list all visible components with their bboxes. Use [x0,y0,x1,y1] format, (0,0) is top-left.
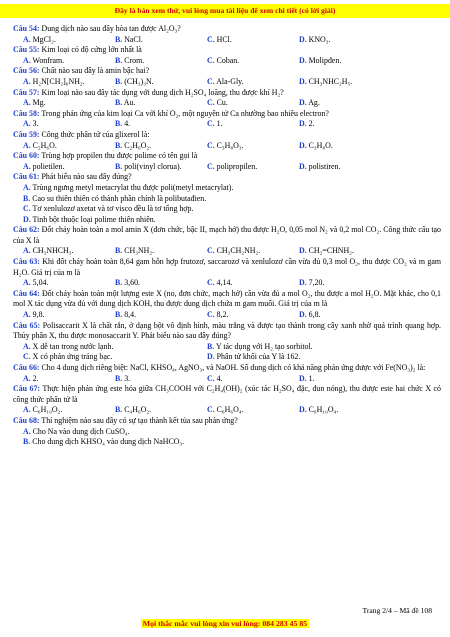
option-a: A. C₂H₆O. [23,140,57,150]
option-a: A. H₂N[CH₂]₆NH₂. [23,76,85,86]
question-text: Đốt cháy hoàn toàn a mol amin X (đơn chức, bậc II, mạch hở) thu được H₂O, 0,05 mol N₂ và 0,2 mol CO₂. Công thức cấu tạo của X là [13,225,441,245]
question-number: Câu 65: [13,320,41,330]
exam-page [13,24,441,448]
option-c: C. 1. [207,119,223,129]
question-text: Dung dịch nào sau đây hòa tan được Al₂O₃? [41,24,181,33]
question-54 [13,24,441,45]
option-b: B. C₂H₆O₂. [115,140,152,150]
question-60 [13,151,441,172]
question-number: Câu 58: [13,108,40,118]
option-a: A. Mg. [23,98,46,108]
question-number: Câu 55: [13,45,40,55]
question-text: Polisaccarit X là chất rắn, ở dạng bột vô định hình, màu trắng và được tạo thành trong cây xanh nhờ quá trình quang hợp. Thủy phân X, thu được monosaccarit Y. Phát biểu nào sau đây đúng? [13,320,441,341]
page-label: Trang 2/4 – Mã đề 108 [362,606,432,615]
question-57 [13,88,441,109]
option-c: C. Coban. [207,55,240,65]
option-d: D. CH₃NHC₂H₅. [299,76,353,86]
option-b: B. (CH₃)₃N. [115,76,154,86]
option-b: B. Cao su thiên thiên có thành phần chính là polibutađien. [23,193,207,203]
option-d: D. KNO₃. [299,34,331,44]
question-text: Thí nghiệm nào sau đây có sự tạo thành kết tủa sau phản ứng? [41,415,238,425]
question-number: Câu 67: [13,384,41,394]
option-b: B. CH₃NH₂. [115,246,155,256]
question-number: Câu 59: [13,129,40,139]
option-d: D. Phân tử khối của Y là 162. [207,352,301,362]
option-c: C. C₃H₈O₃. [207,140,244,150]
option-c: C. 8,2. [207,310,229,320]
question-text: Kim loại có độ cứng lớn nhất là [41,45,142,55]
option-b: B. Y tác dụng với H₂ tạo sorbitol. [207,341,313,351]
option-c: C. Cu. [207,98,228,108]
option-a: A. Cho Na vào dung dịch CuSO₄. [23,426,130,436]
option-d: D. C₃H₈O. [299,140,333,150]
question-55 [13,45,441,66]
question-63 [13,257,441,289]
question-number: Câu 63: [13,257,40,267]
option-d: D. 6,8. [299,310,321,320]
question-number: Câu 68: [13,415,40,425]
question-number: Câu 60: [13,151,40,161]
question-list [13,24,441,172]
question-number: Câu 66: [13,363,40,372]
option-a: A. Wonfram. [23,55,65,65]
option-c: C. C₆H₆O₄. [207,405,244,415]
question-text: Thực hiện phản ứng este hóa giữa CH₃COOH với C₂H₄(OH)₂ (xúc tác H₂SO₄ đặc, đun nóng), thu được este hai chức X có công thức phân tử là [13,384,441,404]
option-a: A. C₆H₁₀O₂. [23,405,63,415]
option-c: C. 4,14. [207,278,233,288]
question-66 [13,363,441,384]
question-text: Khi đốt cháy hoàn toàn 8,64 gam hỗn hợp frutozơ, saccarozơ và xenlulozơ cần vừa đủ 0,3 mol O₂, thu được CO₂ và m gam H₂O. Giá trị của m là [13,257,441,277]
option-b: B. poli(vinyl clorua). [115,161,182,171]
question-text: Phát biểu nào sau đây đúng? [41,172,132,182]
question-65 [13,321,441,363]
option-a: A. CH₃NHCH₃. [23,246,74,256]
question-text: Kim loại nào sau đây tác dụng với dung dịch H₂SO₄ loãng, thu được khí H₂? [41,87,284,97]
question-59 [13,130,441,151]
option-c: C. CH₃CH₂NH₂. [207,246,261,256]
option-c: C. Tơ xenlulozơ axetat và tơ visco đều là tơ tổng hợp. [23,204,194,214]
option-d: D. Ag. [299,98,320,108]
option-b: B. C₄H₆O₂. [115,405,152,415]
option-b: B. Cho dung dịch KHSO₄ vào dung dịch NaHCO₃. [23,437,185,447]
question-number: Câu 61: [13,172,40,182]
question-text: Đốt cháy hoàn toàn một lượng este X (no, đơn chức, mạch hở) cần vừa đủ a mol O₂, thu được a mol H₂O. Mặt khác, cho 0,1 mol X tác dụng vừa đủ với dung dịch KOH, thu được dung dịch chứa m gam muối. Giá trị của m là [13,288,441,309]
option-b: B. 3,60. [115,278,141,288]
question-number: Câu 56: [13,66,40,76]
preview-banner: Đây là bản xem thử, vui lòng mua tài liệu để xem chi tiết (có lời giải) [0,4,450,18]
question-62 [13,225,441,257]
question-number: Câu 62: [13,225,40,235]
option-a: A. 2. [23,373,39,383]
question-number: Câu 54: [13,24,40,33]
question-number: Câu 57: [13,87,40,97]
option-c: C. polipropilen. [207,161,258,171]
option-d: D. Molipđen. [299,55,342,65]
question-64 [13,289,441,321]
option-b: B. 4. [115,119,131,129]
question-68 [13,416,441,448]
option-a: A. Trùng ngưng metyl metacrylat thu được poli(metyl metacrylat). [23,182,234,192]
option-c: C. X có phản ứng tráng bạc. [23,352,113,362]
option-c: C. 4. [207,373,223,383]
question-text: Cho 4 dung dịch riêng biệt: NaCl, KHSO₄, AgNO₃, và NaOH. Số dung dịch có khả năng phản ứng được với Fe(NO₃)₂ là: [41,363,426,372]
contact-footer: Mọi thắc mắc vui lòng xin vui lòng: 084 283 45 85 [142,619,308,628]
option-d: D. Tinh bột thuộc loại polime thiên nhiên. [23,214,156,224]
option-b: B. Crom. [115,55,145,65]
option-a: A. polietilen. [23,161,65,171]
option-a: A. 5,04. [23,278,49,288]
option-c: C. Ala-Gly. [207,76,244,86]
option-b: B. NaCl. [115,34,143,44]
question-text: Trùng hợp propilen thu được polime có tên gọi là [41,151,198,161]
question-text: Công thức phân tử của glixerol là: [41,129,150,139]
question-text: Trong phản ứng của kim loại Ca với khí O₂, một nguyên tử Ca nhường bao nhiêu electron? [41,108,329,118]
question-56 [13,66,441,87]
option-b: B. Au. [115,98,136,108]
option-c: C. HCl. [207,34,232,44]
option-a: A. 9,8. [23,310,45,320]
question-number: Câu 64: [13,288,40,298]
question-67 [13,384,441,416]
option-d: D. CH₂=CHNH₂. [299,246,354,256]
option-b: B. 3. [115,373,131,383]
question-58 [13,109,441,130]
option-d: D. 7,20. [299,278,325,288]
question-text: Chất nào sau đây là amin bậc hai? [41,66,150,76]
option-a: A. X dễ tan trong nước lạnh. [23,341,114,351]
option-d: D. 1. [299,373,315,383]
option-a: A. 3. [23,119,39,129]
option-d: D. C₆H₁₀O₄. [299,405,339,415]
option-d: D. 2. [299,119,315,129]
question-61 [13,172,441,225]
option-a: A. MgCl₂. [23,34,56,44]
option-d: D. polistiren. [299,161,341,171]
option-b: B. 8,4. [115,310,137,320]
